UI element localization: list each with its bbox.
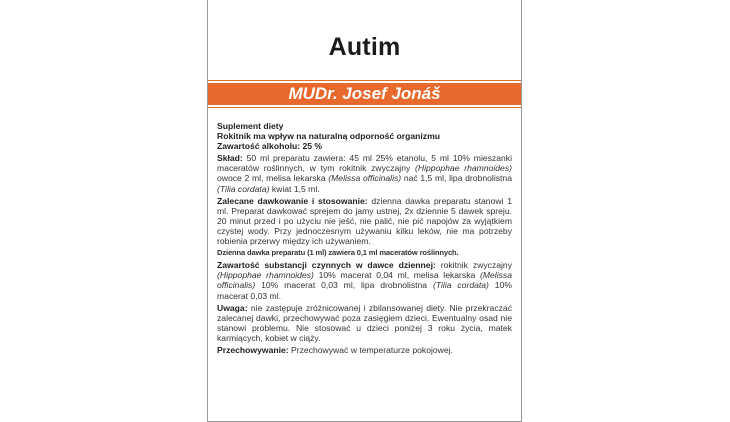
storage-paragraph bbox=[217, 345, 512, 355]
warning-text: nie zastępuje zróżnicowanej i zbilansowanej diety. Nie przekraczać zalecanej dawki, przechowywać poza zasięgiem dzieci. Ewentualny osad nie stanowi problemu. Nie stosować u dzieci poniżej 3 roku życia, matek karmiących, kobiet w ciąży. bbox=[217, 302, 512, 343]
composition-text-2: owoce 2 ml, melisa lekarska bbox=[217, 173, 329, 184]
composition-paragraph bbox=[217, 153, 512, 193]
band-bottom-line bbox=[208, 107, 521, 108]
active-italic-2: (Melissa officinalis) bbox=[217, 270, 512, 291]
product-label bbox=[207, 0, 522, 422]
active-italic-3: (Tilia cordata) bbox=[432, 280, 489, 291]
composition-italic-2: (Melissa officinalis) bbox=[328, 173, 402, 184]
composition-italic-3: (Tilia cordata) bbox=[217, 183, 270, 194]
active-text-1: rokitnik zwyczajny bbox=[435, 260, 513, 271]
active-text-3: 10% macerat 0,03 ml, lipa drobnolistna bbox=[255, 280, 433, 291]
storage-text: Przechowywać w temperaturze pokojowej. bbox=[288, 344, 453, 355]
label-body bbox=[217, 121, 512, 357]
active-text-2: 10% macerat 0,04 ml, melisa lekarska bbox=[313, 270, 480, 281]
storage-heading: Przechowywanie: bbox=[217, 344, 289, 355]
band-top-line bbox=[208, 80, 521, 81]
warning-heading: Uwaga: bbox=[217, 302, 248, 313]
author-band: MUDr. Josef Jonáš bbox=[208, 83, 521, 105]
composition-text-1: 50 ml preparatu zawiera: 45 ml 25% etanolu, 5 ml 10% mieszanki maceratów roślinnych, w tym rokitnik zwyczajny bbox=[217, 153, 512, 174]
active-heading: Zawartość substancji czynnych w dawce dziennej: bbox=[217, 260, 436, 271]
active-italic-1: (Hippophae rhamnoides) bbox=[217, 270, 314, 281]
composition-heading: Skład: bbox=[217, 153, 243, 164]
product-title: Autim bbox=[328, 33, 401, 61]
active-substances-paragraph bbox=[217, 260, 512, 300]
dosage-paragraph bbox=[217, 196, 512, 246]
supplement-heading: Suplement diety bbox=[217, 121, 284, 131]
claim-text: Rokitnik ma wpływ na naturalną odporność organizmu bbox=[217, 131, 440, 142]
daily-dose-note: Dzienna dawka preparatu (1 ml) zawiera 0,1 ml maceratów roślinnych. bbox=[217, 248, 459, 258]
dosage-heading: Zalecane dawkowanie i stosowanie: bbox=[217, 195, 368, 206]
composition-text-4: kwiat 1,5 ml. bbox=[269, 183, 320, 194]
composition-italic-1: (Hippophae rhamnoides) bbox=[415, 163, 512, 174]
dosage-text: dzienna dawka preparatu stanowi 1 ml. Preparat dawkować sprejem do jamy ustnej, 2x dziennie 5 dawek spreju. 20 minut przed i po użyciu nie jeść, nie palić, nie pić napojów za wyjątkiem czystej wody. Przy jednoczesnym używaniu kilku leków, nie ma potrzeby robienia przerwy między ich używaniem. bbox=[217, 195, 512, 247]
warning-paragraph bbox=[217, 303, 512, 343]
active-text-4: 10% macerat 0,03 ml. bbox=[217, 280, 512, 301]
alcohol-content: Zawartość alkoholu: 25 % bbox=[217, 141, 323, 152]
composition-text-3: nać 1,5 ml, lipa drobnolistna bbox=[401, 173, 512, 184]
